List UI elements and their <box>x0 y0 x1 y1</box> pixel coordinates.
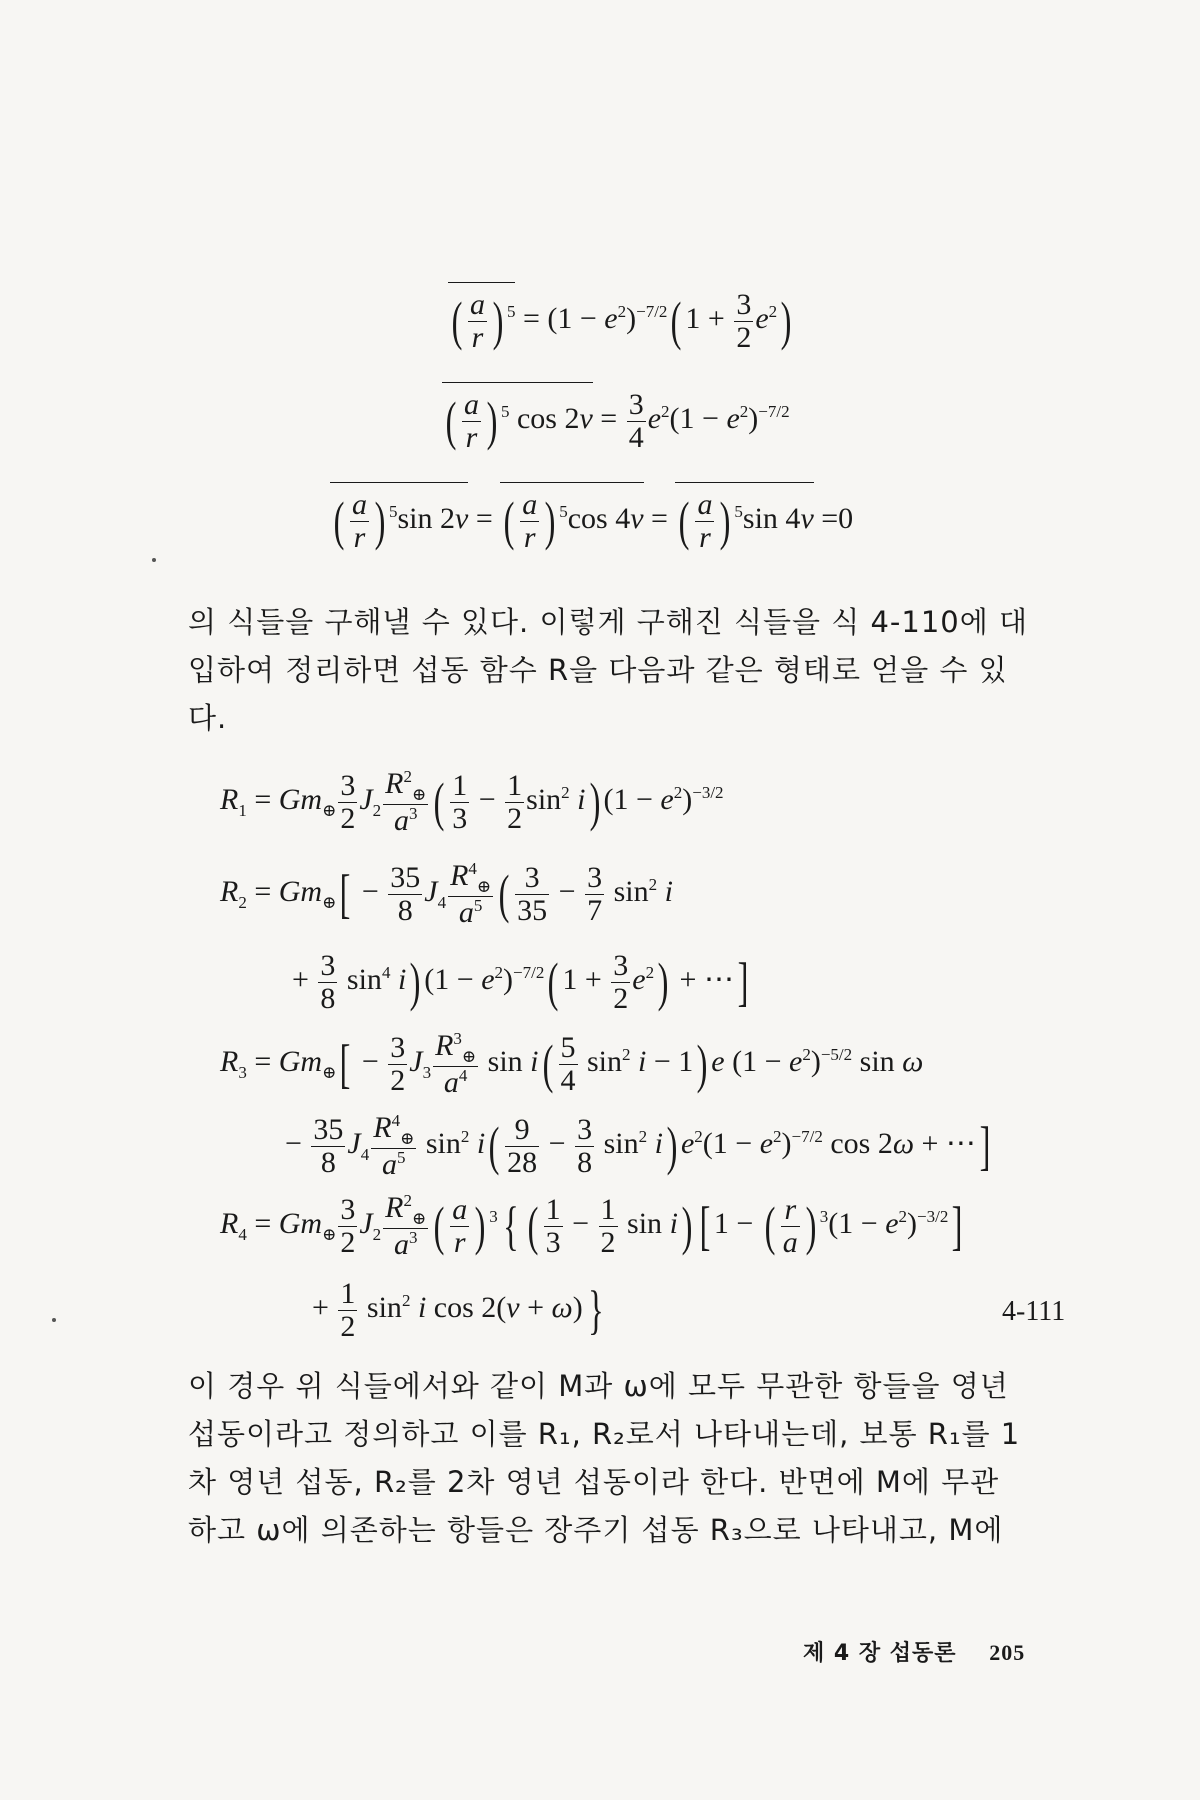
equation-cos-2nu: ( $\frac{a}{r}$ ) $^5$ cos 2ν = $\frac{3}{4}$ $e^2(1 - e^2)^{-7/2}$ <box>442 382 790 453</box>
zero-result: =0 <box>821 501 854 535</box>
paragraph-line: 차 영년 섭동, R₂를 2차 영년 섭동이라 한다. 반면에 M에 무관 <box>188 1465 1000 1499</box>
chapter-title: 제 4 장 섭동론 <box>803 1641 957 1666</box>
paragraph-intro <box>188 598 1088 742</box>
equation-r2: $R_2 = Gm_\oplus$[ − $\frac{35}{8}$ $J_4$ $\frac{R^4_\oplus}{a^5}$ ( $\frac{3}{35}$ − $\frac{3}{7}$ $\sin^2 i$ <box>220 859 673 929</box>
equation-r3: $R_3 = Gm_\oplus$[ − $\frac{3}{2}$ $J_3$ $\frac{R^3_\oplus}{a^4}$ sin i( $\frac{5}{4}$ $\sin^2 i - 1$) e $(1 - e^2)^{-5/2}$ sin ω <box>220 1029 924 1099</box>
equation-r4: $R_4 = Gm_\oplus$ $\frac{3}{2}$ $J_2$ $\frac{R^2_\oplus}{a^3}$ ( $\frac{a}{r}$ ) $^3${ ( $\frac{1}{3}$ − $\frac{1}{2}$ sin i) [ 1 − ( $\frac{r}{a}$ ) $^3(1 - e^2)^{-3/2}$] <box>220 1191 963 1261</box>
paragraph-line: 섭동이라고 정의하고 이를 R₁, R₂로서 나타내는데, 보통 R₁를 1 <box>188 1417 1021 1451</box>
paragraph-secular <box>188 1362 1088 1554</box>
page-number: 205 <box>989 1640 1026 1665</box>
equation-a-over-r-5: ( $\frac{a}{r}$ ) $^5 = (1 - e^2)^{-7/2}$( 1 + $\frac{3}{2}$ $e^2$) <box>448 282 795 353</box>
page-footer <box>803 1636 1025 1667</box>
paragraph-line: 하고 ω에 의존하는 항들은 장주기 섭동 R₃으로 나타내고, M에 <box>188 1513 1004 1547</box>
scan-speck <box>52 1318 56 1322</box>
equation-number: 4-111 <box>1002 1296 1066 1327</box>
paragraph-line: 이 경우 위 식들에서와 같이 M과 ω에 모두 무관한 항들을 영년 <box>188 1369 1009 1403</box>
equation-r2-cont: + $\frac{3}{8}$ $\sin^4 i$) $(1 - e^2)^{-7/2}$( 1 + $\frac{3}{2}$ $e^2$) + ⋯] <box>292 949 749 1015</box>
paragraph-line: 다. <box>188 701 228 735</box>
equation-r1: $R_1 = Gm_\oplus$ $\frac{3}{2}$ $J_2$ $\frac{R^2_\oplus}{a^3}$ ( $\frac{1}{3}$ − $\frac{1}{2}$ $\sin^2 i$) $(1 - e^2)^{-3/2}$ <box>220 767 724 837</box>
paragraph-line: 의 식들을 구해낼 수 있다. 이렇게 구해진 식들을 식 4-110에 대 <box>188 605 1028 639</box>
equation-r4-cont: + $\frac{1}{2}$ $\sin^2 i$ cos 2(ν + ω)} <box>312 1277 604 1343</box>
equation-sin-cos-zero: ( $\frac{a}{r}$ ) $^5$sin 2ν = ( $\frac{a}{r}$ ) $^5$cos 4ν = ( $\frac{a}{r}$ ) $^5$sin 4ν =0 <box>330 482 853 553</box>
equation-r3-cont: − $\frac{35}{8}$ $J_4$ $\frac{R^4_\oplus}{a^5}$ $\sin^2 i$( $\frac{9}{28}$ − $\frac{3}{8}$ $\sin^2 i$) $e^2(1 - e^2)^{-7/2}$ cos 2ω + ⋯] <box>285 1111 991 1181</box>
paragraph-line: 입하여 정리하면 섭동 함수 R을 다음과 같은 형태로 얻을 수 있 <box>188 653 1008 687</box>
scan-speck <box>152 558 156 562</box>
